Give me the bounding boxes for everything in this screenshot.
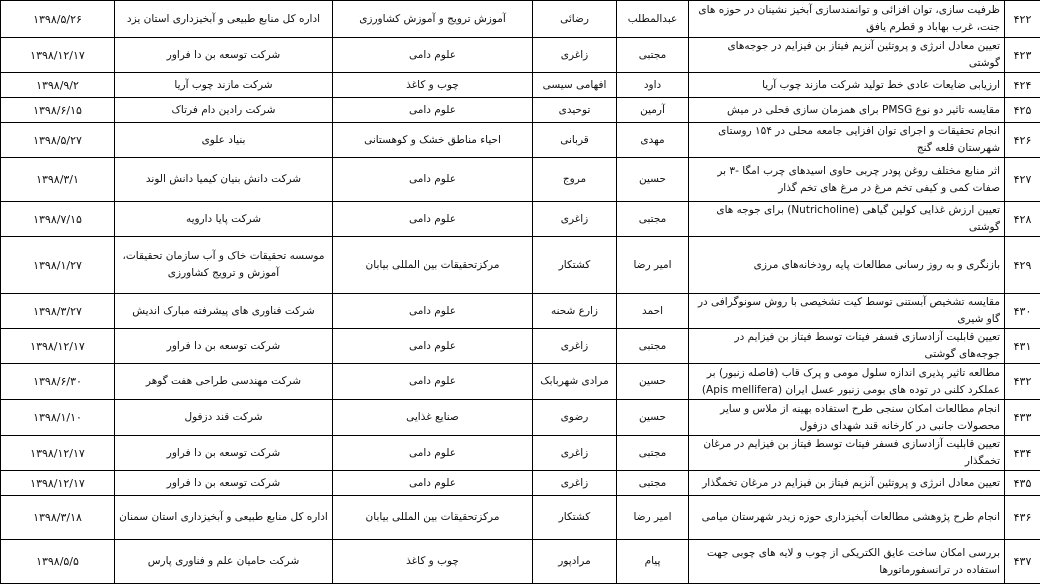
- first-name: امیر رضا: [617, 496, 689, 540]
- row-number: ۴۲۵: [1005, 98, 1040, 123]
- field-name: علوم دامی: [333, 436, 533, 471]
- executor-org: بنیاد علوی: [115, 123, 333, 158]
- contract-date: ۱۳۹۸/۵/۵: [1, 540, 115, 584]
- first-name: عبدالمطلب: [617, 1, 689, 38]
- contract-date: ۱۳۹۸/۷/۱۵: [1, 202, 115, 237]
- last-name: مرادپور: [533, 540, 617, 584]
- first-name: مجتبی: [617, 471, 689, 496]
- project-title: اثر منابع مختلف روغن پودر چربی حاوی اسیدهای چرب امگا -۳ بر صفات کمی و کیفی تخم مرغ در مرغ های تخم گذار: [689, 158, 1005, 202]
- executor-org: شرکت توسعه بن دا فراور: [115, 471, 333, 496]
- last-name: زاغری: [533, 471, 617, 496]
- table-row: [1, 496, 1040, 540]
- project-title: تعیین قابلیت آزادسازی فسفر فیتات توسط فیتاز بن فیزایم در مرغان تخمگذار: [689, 436, 1005, 471]
- first-name: مجتبی: [617, 202, 689, 237]
- last-name: کشتکار: [533, 496, 617, 540]
- table-row: [1, 329, 1040, 364]
- last-name: قربانی: [533, 123, 617, 158]
- row-number: ۴۳۵: [1005, 471, 1040, 496]
- first-name: حسین: [617, 364, 689, 400]
- last-name: کشتکار: [533, 237, 617, 294]
- project-title: تعیین قابلیت آزادسازی فسفر فیتات توسط فیتاز بن فیزایم در جوجه‌های گوشتی: [689, 329, 1005, 364]
- executor-org: شرکت مازند چوب آریا: [115, 73, 333, 98]
- table-row: [1, 73, 1040, 98]
- executor-org: شرکت حامیان علم و فناوری پارس: [115, 540, 333, 584]
- field-name: چوب و کاغذ: [333, 540, 533, 584]
- table-row: [1, 237, 1040, 294]
- project-title: تعیین معادل انرژی و پروتئین آنزیم فیتاز بن فیزایم در جوجه‌های گوشتی: [689, 38, 1005, 73]
- field-name: مرکزتحقیقات بین المللی بیابان: [333, 237, 533, 294]
- first-name: مهدی: [617, 123, 689, 158]
- project-title: تعیین معادل انرژی و پروتئین آنزیم فیتاز بن فیزایم در مرغان تخمگذار: [689, 471, 1005, 496]
- table-row: [1, 1, 1040, 38]
- last-name: زاغری: [533, 329, 617, 364]
- field-name: علوم دامی: [333, 158, 533, 202]
- contract-date: ۱۳۹۸/۱/۱۰: [1, 400, 115, 436]
- table-row: [1, 540, 1040, 584]
- first-name: آرمین: [617, 98, 689, 123]
- row-number: ۴۳۱: [1005, 329, 1040, 364]
- contract-date: ۱۳۹۸/۱۲/۱۷: [1, 329, 115, 364]
- field-name: صنایع غذایی: [333, 400, 533, 436]
- project-title: بازنگری و به روز رسانی مطالعات پایه رودخانه‌های مرزی: [689, 237, 1005, 294]
- last-name: توحیدی: [533, 98, 617, 123]
- project-title: انجام مطالعات امکان سنجی طرح استفاده بهینه از ملاس و سایر محصولات جانبی در کارخانه قند شهدای دزفول: [689, 400, 1005, 436]
- contract-date: ۱۳۹۸/۱۲/۱۷: [1, 436, 115, 471]
- table-row: [1, 38, 1040, 73]
- project-title: ارزیابی ضایعات عادی خط تولید شرکت مازند چوب آریا: [689, 73, 1005, 98]
- executor-org: شرکت توسعه بن دا فراور: [115, 329, 333, 364]
- contract-date: ۱۳۹۸/۱۲/۱۷: [1, 38, 115, 73]
- project-title: بررسی امکان ساخت عایق الکتریکی از چوب و لایه های چوبی جهت استفاده در ترانسفورماتورها: [689, 540, 1005, 584]
- table-row: [1, 202, 1040, 237]
- field-name: آموزش ترویج و آموزش کشاورزی: [333, 1, 533, 38]
- project-title: انجام طرح پژوهشی مطالعات آبخیزداری حوزه زیدر شهرستان میامی: [689, 496, 1005, 540]
- row-number: ۴۲۹: [1005, 237, 1040, 294]
- first-name: امیر رضا: [617, 237, 689, 294]
- row-number: ۴۲۶: [1005, 123, 1040, 158]
- last-name: زارع شحنه: [533, 294, 617, 329]
- first-name: پیام: [617, 540, 689, 584]
- field-name: مرکزتحقیقات بین المللی بیابان: [333, 496, 533, 540]
- last-name: رضوی: [533, 400, 617, 436]
- row-number: ۴۳۷: [1005, 540, 1040, 584]
- executor-org: اداره کل منابع طبیعی و آبخیزداری استان یزد: [115, 1, 333, 38]
- contract-date: ۱۳۹۸/۳/۱: [1, 158, 115, 202]
- executor-org: شرکت فناوری های پیشرفته مبارک اندیش: [115, 294, 333, 329]
- last-name: زاغری: [533, 38, 617, 73]
- executor-org: شرکت توسعه بن دا فراور: [115, 38, 333, 73]
- row-number: ۴۳۶: [1005, 496, 1040, 540]
- executor-org: شرکت دانش بنیان کیمیا دانش الوند: [115, 158, 333, 202]
- project-title: مقایسه تاثیر دو نوع PMSG برای همزمان سازی فحلی در میش: [689, 98, 1005, 123]
- contract-date: ۱۳۹۸/۵/۲۶: [1, 1, 115, 38]
- first-name: مجتبی: [617, 38, 689, 73]
- contract-date: ۱۳۹۸/۱/۲۷: [1, 237, 115, 294]
- row-number: ۴۲۲: [1005, 1, 1040, 38]
- first-name: حسین: [617, 400, 689, 436]
- last-name: مرادی شهربابک: [533, 364, 617, 400]
- row-number: ۴۳۲: [1005, 364, 1040, 400]
- contract-date: ۱۳۹۸/۳/۱۸: [1, 496, 115, 540]
- first-name: مجتبی: [617, 329, 689, 364]
- contract-date: ۱۳۹۸/۹/۲: [1, 73, 115, 98]
- first-name: داود: [617, 73, 689, 98]
- table-row: [1, 158, 1040, 202]
- table-row: [1, 364, 1040, 400]
- last-name: زاغری: [533, 436, 617, 471]
- field-name: چوب و کاغذ: [333, 73, 533, 98]
- executor-org: شرکت رادین دام فرتاک: [115, 98, 333, 123]
- row-number: ۴۳۰: [1005, 294, 1040, 329]
- project-title: ظرفیت سازی، توان افزائی و توانمندسازی آبخیز نشینان در حوزه های جنت، غرب بهاباد و قطرم یافق: [689, 1, 1005, 38]
- table-row: [1, 400, 1040, 436]
- table-row: [1, 98, 1040, 123]
- contract-date: ۱۳۹۸/۵/۲۷: [1, 123, 115, 158]
- last-name: رضائی: [533, 1, 617, 38]
- table-row: [1, 123, 1040, 158]
- row-number: ۴۲۴: [1005, 73, 1040, 98]
- project-title: انجام تحقیقات و اجرای توان افزایی جامعه محلی در ۱۵۴ روستای شهرستان قلعه گنج: [689, 123, 1005, 158]
- project-title: مطالعه تاثیر پذیری اندازه سلول مومی و پرک قاب (فاصله زنبور) بر عملکرد کلنی در توده های بومی زنبور عسل ایران (Apis mellifera): [689, 364, 1005, 400]
- executor-org: اداره کل منابع طبیعی و آبخیزداری استان سمنان: [115, 496, 333, 540]
- row-number: ۴۲۷: [1005, 158, 1040, 202]
- table-row: [1, 471, 1040, 496]
- field-name: احیاء مناطق خشک و کوهستانی: [333, 123, 533, 158]
- executor-org: شرکت توسعه بن دا فراور: [115, 436, 333, 471]
- field-name: علوم دامی: [333, 98, 533, 123]
- first-name: مجتبی: [617, 436, 689, 471]
- first-name: احمد: [617, 294, 689, 329]
- field-name: علوم دامی: [333, 329, 533, 364]
- row-number: ۴۳۳: [1005, 400, 1040, 436]
- last-name: زاغری: [533, 202, 617, 237]
- executor-org: شرکت قند دزفول: [115, 400, 333, 436]
- project-title: تعیین ارزش غذایی کولین گیاهی (Nutricholine) برای جوجه های گوشتی: [689, 202, 1005, 237]
- project-title: مقایسه تشخیص آبستنی توسط کیت تشخیصی با روش سونوگرافی در گاو شیری: [689, 294, 1005, 329]
- field-name: علوم دامی: [333, 38, 533, 73]
- field-name: علوم دامی: [333, 202, 533, 237]
- last-name: افهامی سیسی: [533, 73, 617, 98]
- table-row: [1, 294, 1040, 329]
- last-name: مروج: [533, 158, 617, 202]
- first-name: حسین: [617, 158, 689, 202]
- contract-date: ۱۳۹۸/۶/۳۰: [1, 364, 115, 400]
- executor-org: موسسه تحقیقات خاک و آب سازمان تحقیقات، آموزش و ترویج کشاورزی: [115, 237, 333, 294]
- table-row: [1, 436, 1040, 471]
- executor-org: شرکت پایا دارویه: [115, 202, 333, 237]
- contract-date: ۱۳۹۸/۱۲/۱۷: [1, 471, 115, 496]
- row-number: ۴۳۴: [1005, 436, 1040, 471]
- contract-date: ۱۳۹۸/۶/۱۵: [1, 98, 115, 123]
- row-number: ۴۲۸: [1005, 202, 1040, 237]
- contract-date: ۱۳۹۸/۳/۲۷: [1, 294, 115, 329]
- field-name: علوم دامی: [333, 364, 533, 400]
- field-name: علوم دامی: [333, 294, 533, 329]
- row-number: ۴۲۳: [1005, 38, 1040, 73]
- field-name: علوم دامی: [333, 471, 533, 496]
- executor-org: شرکت مهندسی طراحی هفت گوهر: [115, 364, 333, 400]
